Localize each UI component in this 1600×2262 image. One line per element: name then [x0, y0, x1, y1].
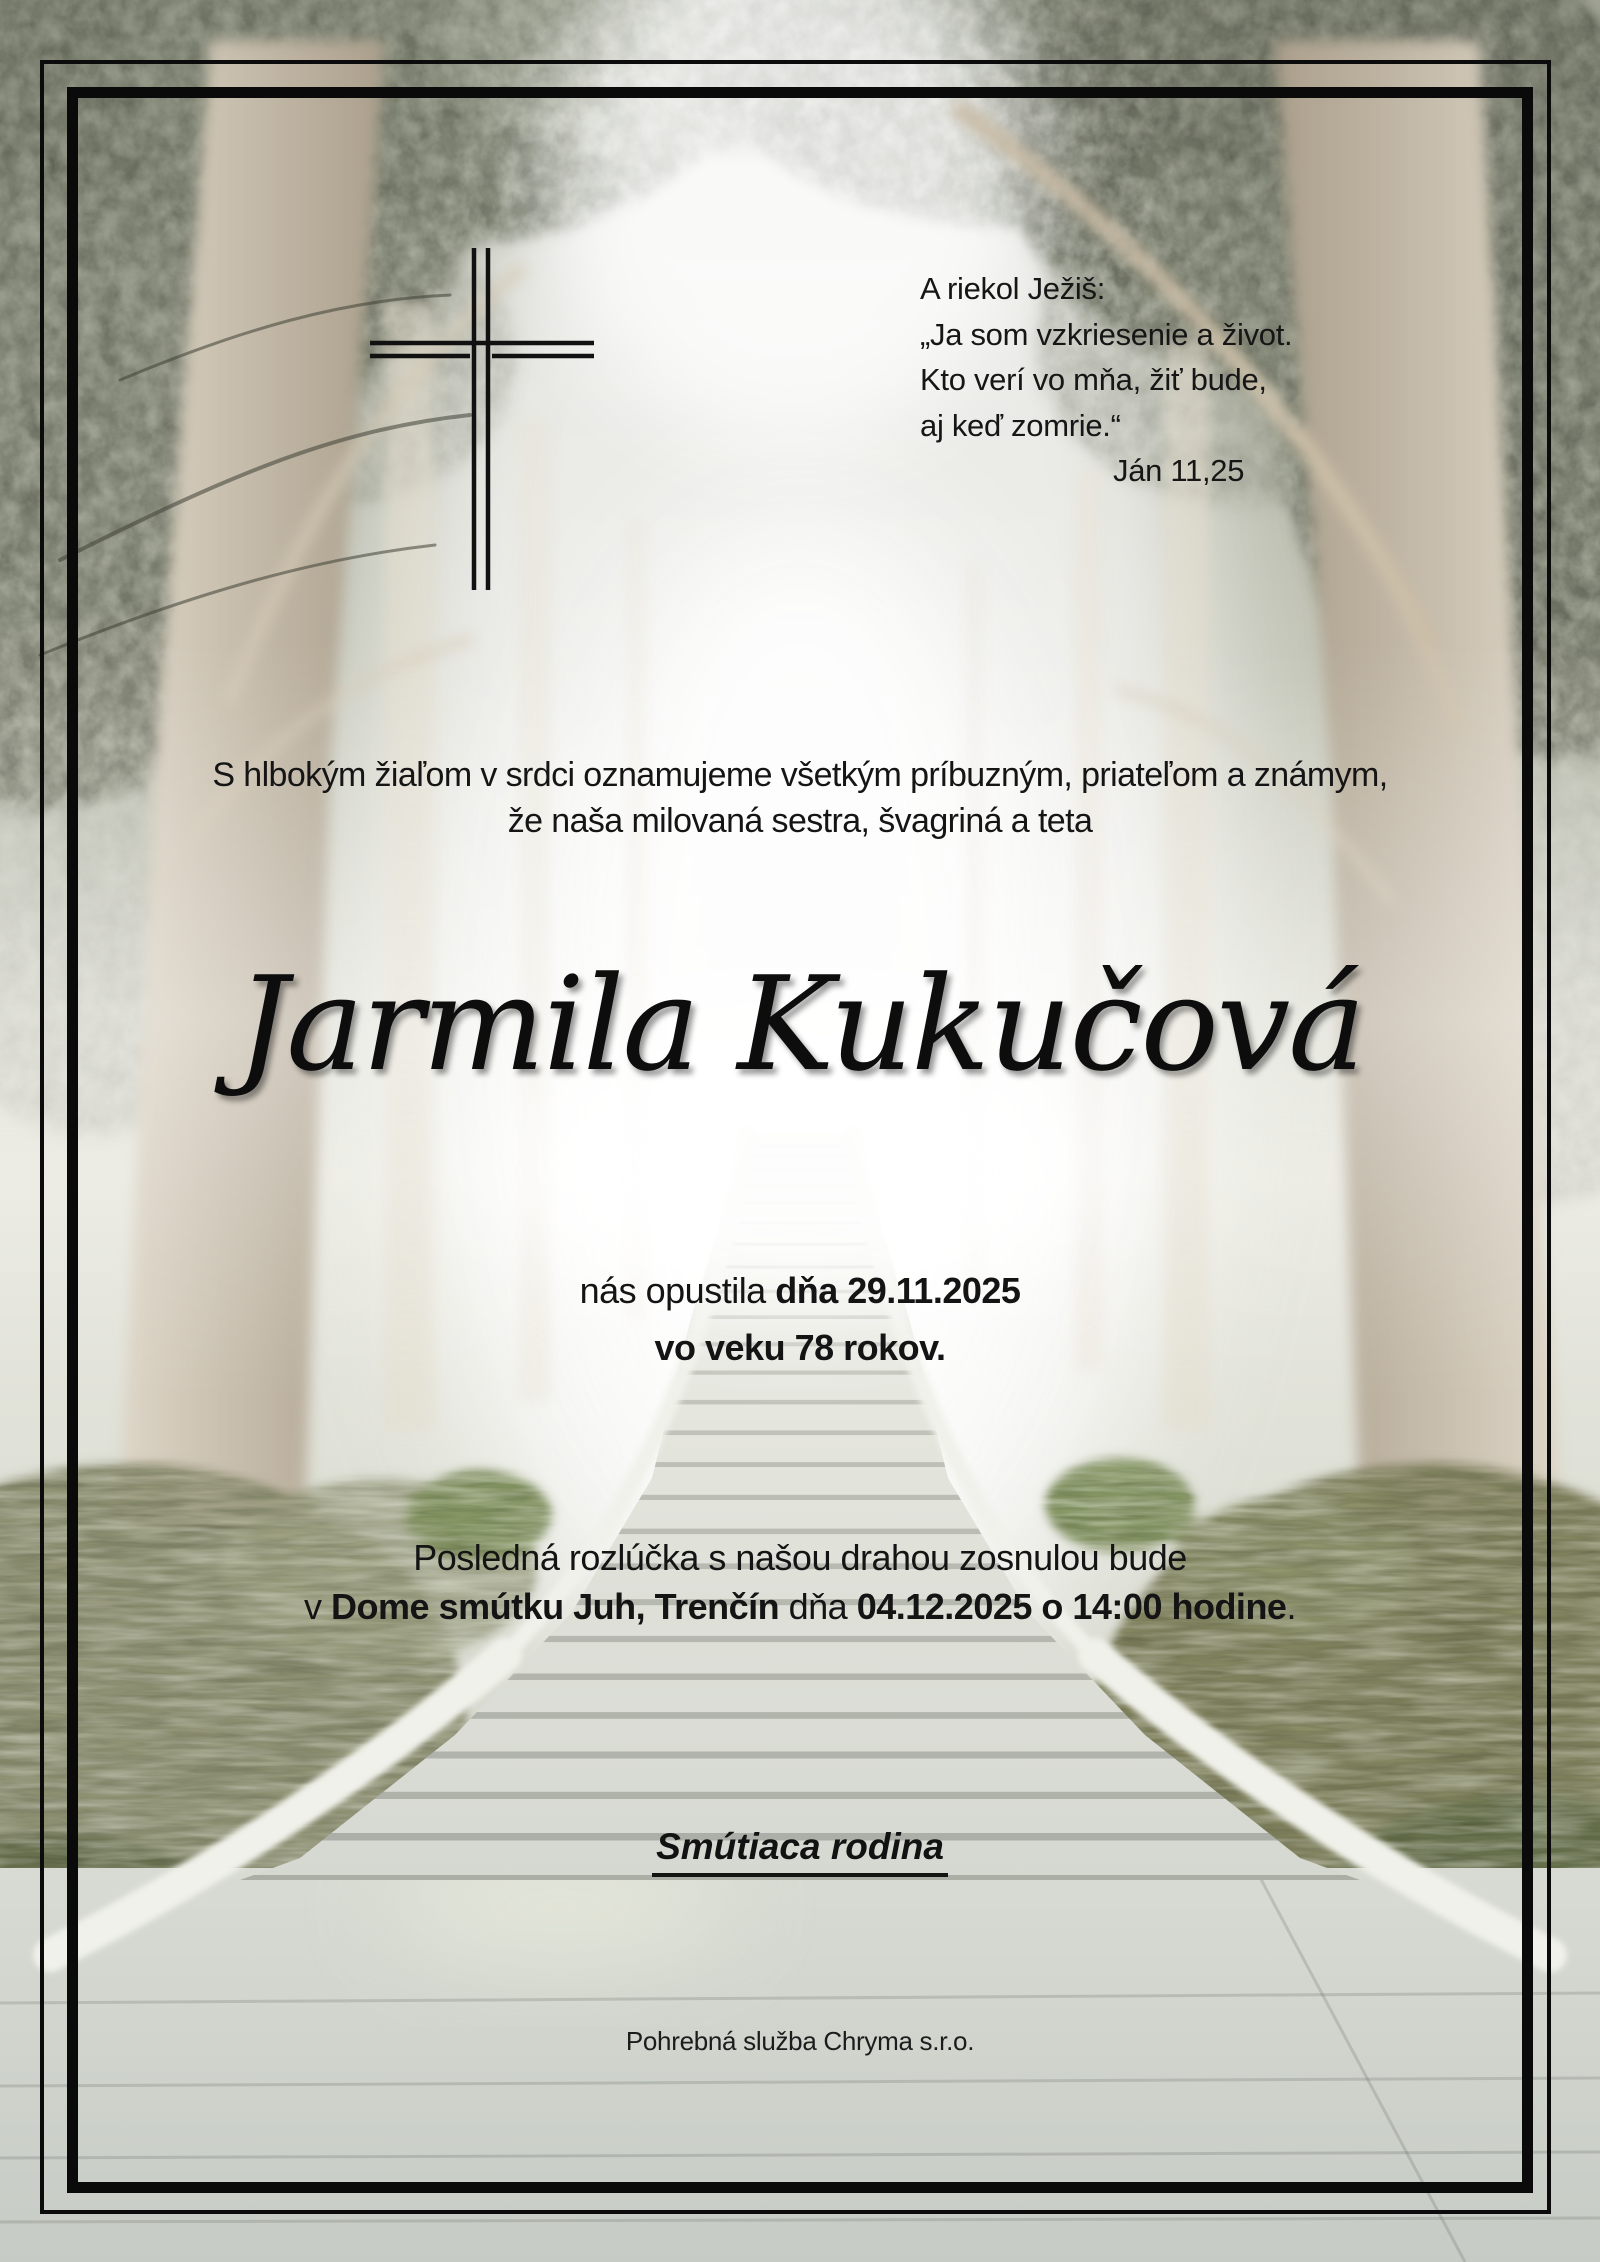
announcement-line-1: S hlbokým žiaľom v srdci oznamujeme všetkým príbuzným, priateľom a známym, [212, 756, 1388, 794]
farewell-datetime: 04.12.2025 o 14:00 hodine [856, 1586, 1287, 1627]
mourning-family-signature [0, 1826, 1600, 1877]
death-prefix: nás opustila [579, 1270, 776, 1311]
signature-text: Smútiaca rodina [652, 1826, 948, 1877]
quote-line-1: A riekol Ježiš: [920, 271, 1106, 306]
farewell-line-1: Posledná rozlúčka s našou drahou zosnulou bude [413, 1537, 1187, 1578]
deceased-name: Jarmila Kukučová [236, 948, 1364, 1100]
quote-line-2: „Ja som vzkriesenie a život. [920, 316, 1293, 352]
farewell-prefix: v [304, 1586, 332, 1627]
farewell-line-2 [0, 1582, 1600, 1631]
announcement [0, 752, 1600, 844]
quote-reference: Ján 11,25 [1113, 453, 1245, 488]
death-date-line [0, 1262, 1600, 1319]
death-info [0, 1262, 1600, 1376]
bible-quote [920, 266, 1292, 494]
death-date: dňa 29.11.2025 [775, 1270, 1021, 1311]
cross-icon [360, 240, 610, 605]
death-age-line: vo veku 78 rokov. [654, 1327, 946, 1368]
quote-line-4: aj keď zomrie.“ [920, 407, 1121, 443]
farewell-period: . [1286, 1586, 1296, 1627]
farewell-info [0, 1533, 1600, 1631]
quote-line-3: Kto verí vo mňa, žiť bude, [920, 362, 1267, 397]
farewell-mid: dňa [779, 1586, 857, 1627]
announcement-line-2: že naša milovaná sestra, švagriná a teta [507, 802, 1093, 840]
farewell-place: Dome smútku Juh, Trenčín [331, 1586, 780, 1627]
funeral-home-credit: Pohrebná služba Chryma s.r.o. [625, 2026, 975, 2056]
